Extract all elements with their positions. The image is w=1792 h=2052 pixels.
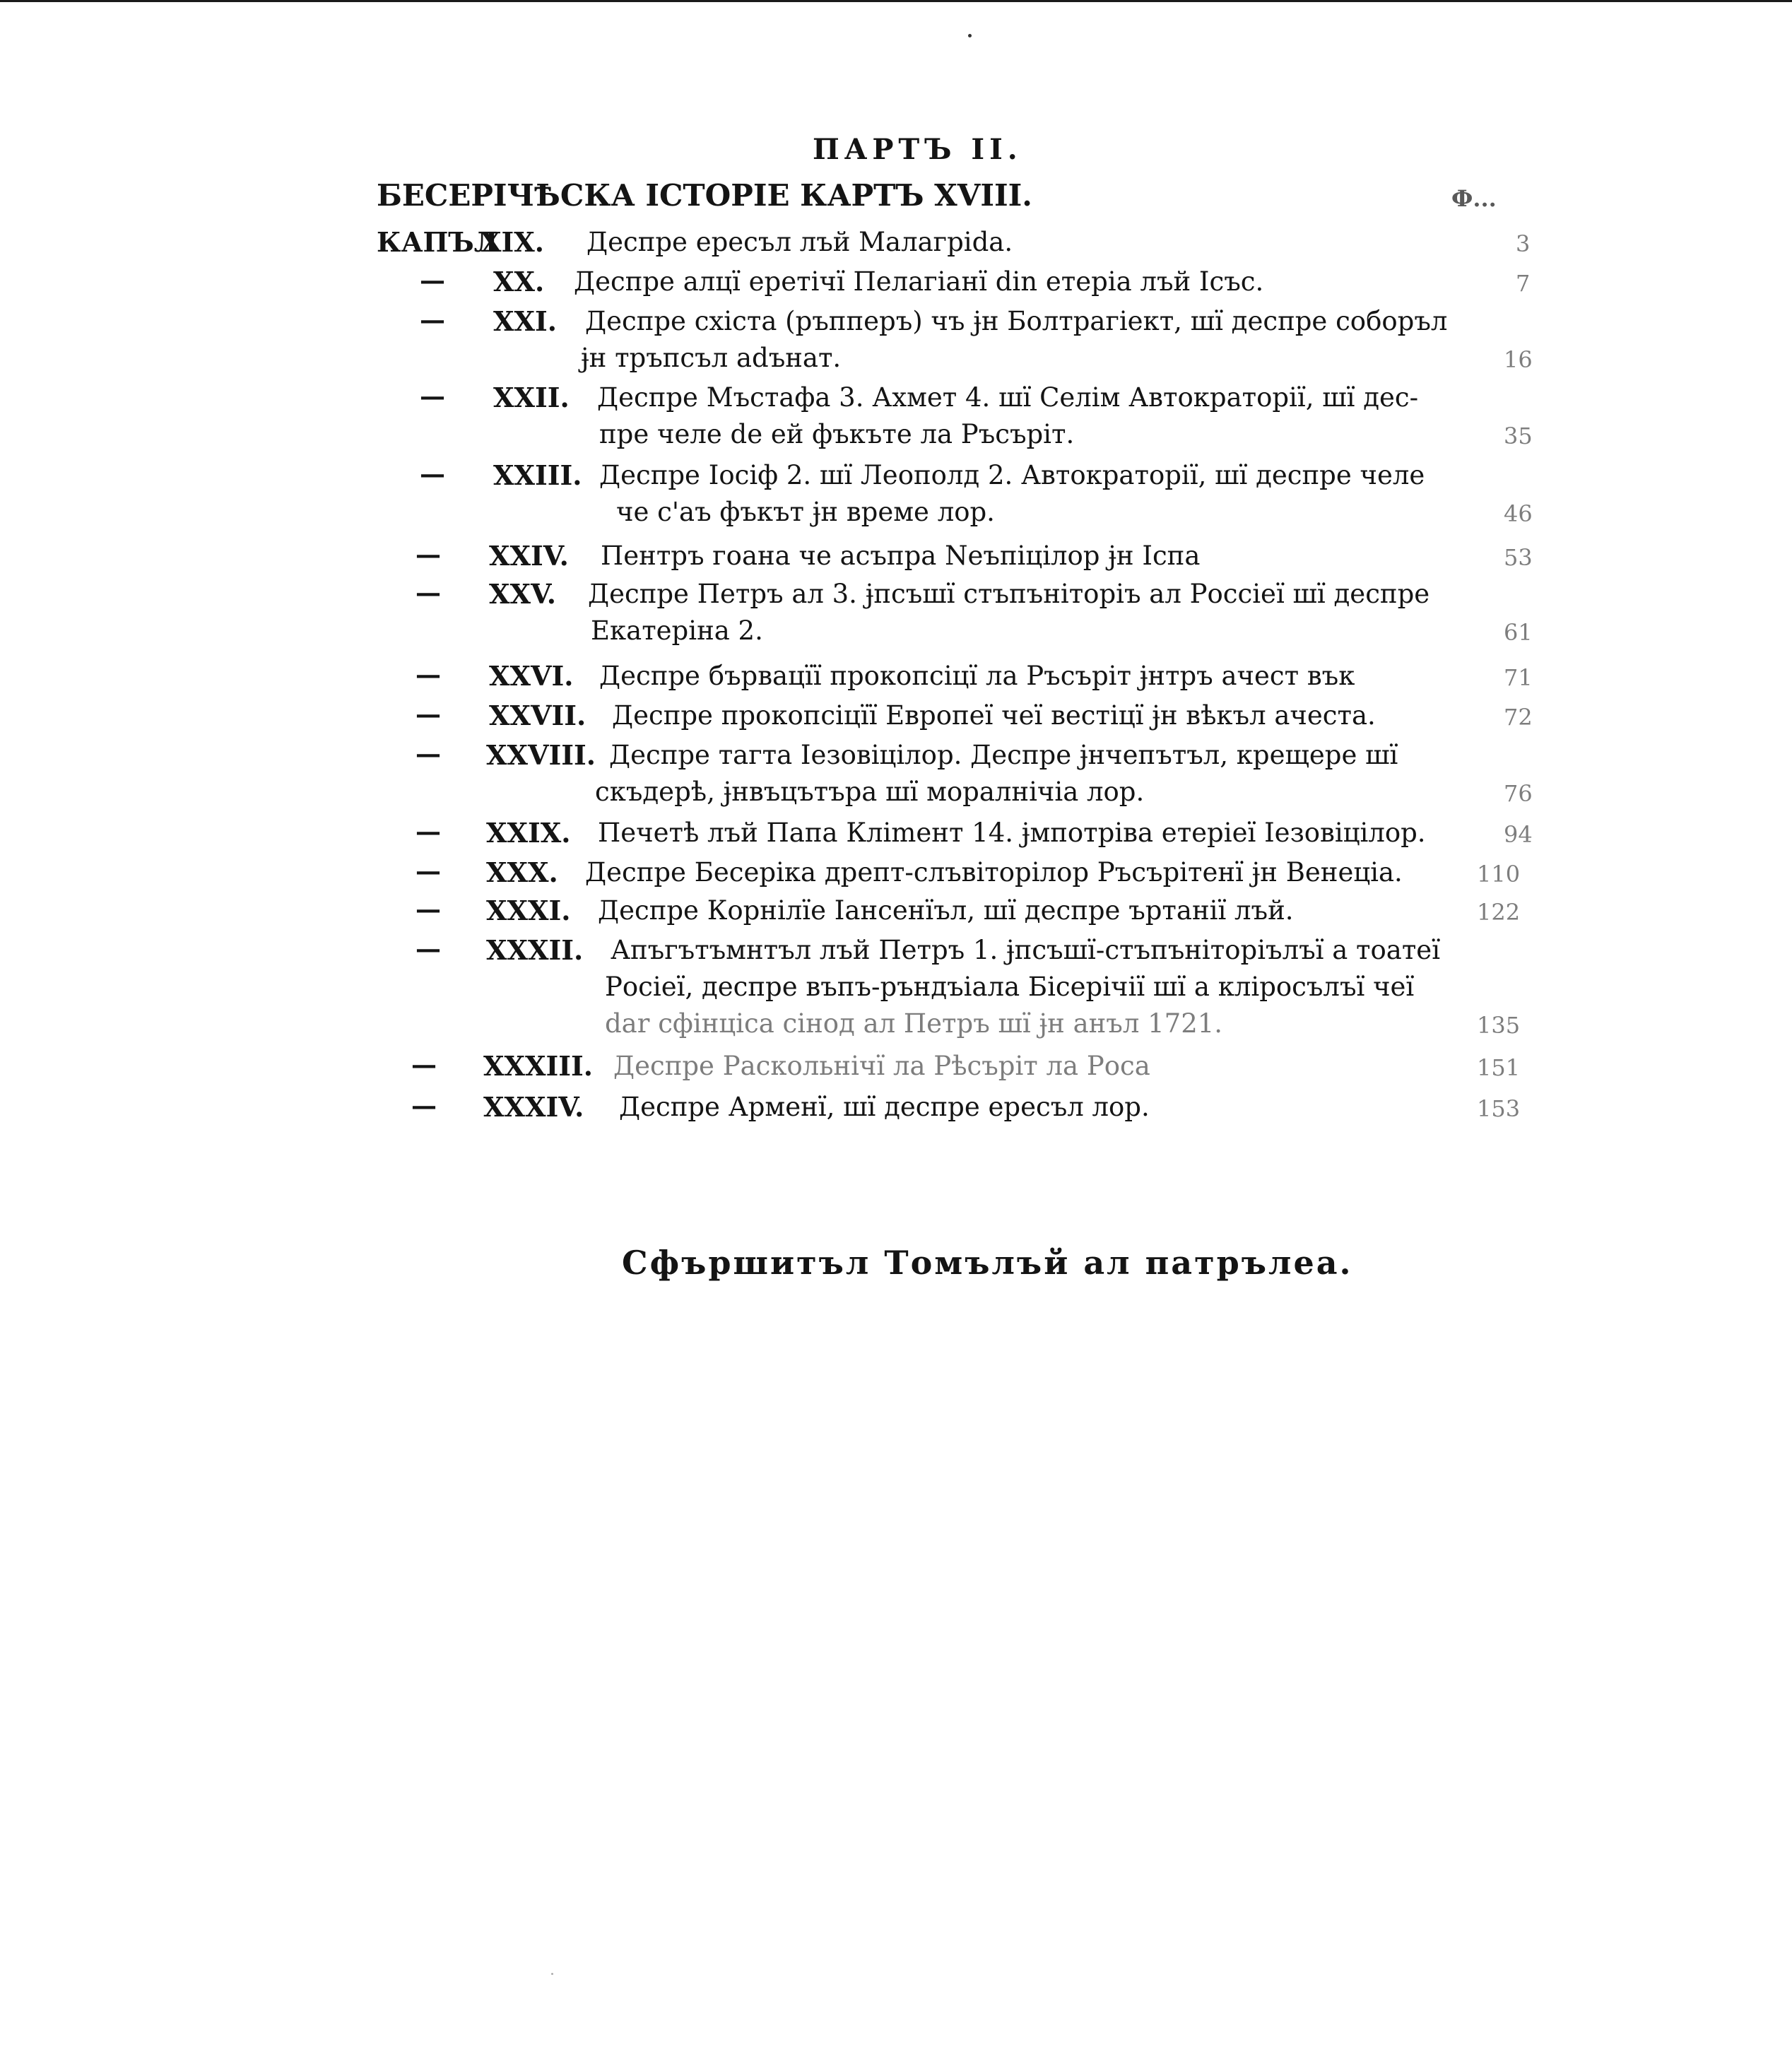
book-heading: БЕСЕРІЧѢСКА ІСТОРІЕ КАРТЪ XVIII. — [377, 178, 1032, 213]
chapter-prefix: КАПЪЛ — [377, 226, 498, 258]
chapter-number: XXII. — [493, 382, 570, 413]
entry-title-line: Деспре Бесеріка дрепт-слъвіторілор Ръсърітенї ɉн Венеціа. — [585, 857, 1403, 888]
chapter-number: XXX. — [486, 856, 558, 888]
page-number: 3 — [1516, 230, 1531, 257]
chapter-number: XX. — [493, 266, 545, 297]
entry-dash: — — [420, 266, 445, 295]
page-number: 94 — [1504, 821, 1533, 848]
chapter-number: XXXI. — [486, 895, 571, 926]
entry-title-line: Деспре Іосіф 2. шї Леополд 2. Автократорії, шї деспре челе — [599, 460, 1425, 490]
page-number: 122 — [1477, 899, 1521, 926]
entry-dash: — — [415, 739, 441, 769]
entry-title-line: Деспре Раскольнічї ла Рѣсъріт ла Роса — [613, 1051, 1150, 1081]
entry-dash: — — [415, 660, 441, 690]
chapter-number: XXIV. — [489, 540, 569, 572]
chapter-number: XIX. — [481, 226, 544, 258]
entry-title-line: Печетѣ лъй Папа Кліmент 14. ɉмпотріва етеріеї Іезовіцілор. — [598, 818, 1426, 848]
entry-dash: — — [415, 540, 441, 570]
entry-title-line: Деспре тагта Іезовіцілор. Деспре ɉнчепътъл, крещере шї — [609, 740, 1398, 770]
entry-dash: — — [420, 305, 445, 335]
volume-end-note: Сфършитъл Томълъй ал патрълеа. — [622, 1244, 1353, 1282]
chapter-number: XXVI. — [489, 660, 574, 692]
entry-dash: — — [420, 459, 445, 489]
entry-title-line: dar сфінціса сінод ал Петръ шї ɉн анъл 1721. — [605, 1008, 1223, 1039]
entry-title-line: Деспре алцї еретічї Пелагіанї din етеріа лъй Ісъс. — [574, 266, 1264, 297]
entry-title-line: Екатеріна 2. — [591, 615, 763, 646]
entry-title-line: Росіеї, деспре въпъ-ръндъіала Бісерічії шї а кліросълъї чеї — [605, 972, 1415, 1002]
entry-title-line: пре челе de ей фъкъте ла Ръсъріт. — [599, 419, 1075, 449]
entry-dash: — — [415, 856, 441, 886]
page-number: 71 — [1504, 664, 1533, 691]
chapter-number: XXVIII. — [486, 739, 596, 771]
entry-dash: — — [415, 934, 441, 964]
entry-dash: — — [415, 700, 441, 729]
entry-title-line: Деспре бървацїї прокопсіцї ла Ръсъріт ɉнтръ ачест вък — [599, 661, 1355, 691]
entry-dash: — — [411, 1050, 437, 1080]
page-number: 16 — [1504, 346, 1533, 373]
entry-title-line: Деспре Корнілїе Іансенїъл, шї деспре ъртанії лъй. — [598, 895, 1294, 926]
entry-title-line: Деспре схіста (ръпперъ) чъ ɉн Болтрагіект, шї деспре соборъл — [585, 306, 1448, 336]
page-number: 35 — [1504, 423, 1533, 449]
page-number: 46 — [1504, 500, 1533, 527]
entry-dash: — — [415, 817, 441, 847]
chapter-number: XXXIII. — [483, 1050, 594, 1082]
part-title: ПАРТЪ II. — [813, 133, 1022, 166]
page-number: 135 — [1477, 1012, 1521, 1039]
page-number: 153 — [1477, 1095, 1521, 1122]
chapter-number: XXI. — [493, 305, 557, 337]
page-number: 61 — [1504, 619, 1533, 646]
entry-title-line: че с'аъ фъкът ɉн време лор. — [616, 497, 995, 527]
page-number: 151 — [1477, 1054, 1521, 1081]
entry-dash: — — [415, 895, 441, 924]
entry-title-line: скъдерѣ, ɉнвъцътъра шї моралнічіа лор. — [595, 777, 1145, 807]
entry-title-line: Пентръ гоана че асъпра Nеъпіцілор ɉн Іспа — [601, 541, 1201, 571]
entry-title-line: Деспре Мъстафа 3. Ахмет 4. шї Селім Автократорії, шї дес- — [597, 382, 1419, 413]
page-number: 53 — [1504, 544, 1533, 571]
entry-title-line: Деспре прокопсіцїї Европеї чеї вестіцї ɉн вѣкъл ачеста. — [612, 700, 1376, 731]
page-column-label: Ф... — [1451, 185, 1497, 212]
entry-dash: — — [411, 1091, 437, 1121]
page-number: 72 — [1504, 704, 1533, 731]
chapter-number: XXXIV. — [483, 1091, 584, 1123]
page-number: 76 — [1504, 780, 1533, 807]
chapter-number: XXV. — [489, 578, 557, 610]
chapter-number: XXXII. — [486, 934, 584, 966]
page-number: 7 — [1516, 270, 1531, 297]
entry-dash: — — [415, 578, 441, 608]
entry-title-line: Деспре Петръ ал 3. ɉпсъшї стъпъніторіъ ал Россіеї шї деспре — [588, 579, 1430, 609]
chapter-number: XXIX. — [486, 817, 571, 849]
chapter-number: XXVII. — [489, 700, 586, 731]
entry-title-line: ɉн тръпсъл adънат. — [581, 343, 842, 373]
entry-title-line: Апъгътъмнтъл лъй Петръ 1. ɉпсъшї-стъпъніторіълъї а тоатеї — [611, 935, 1441, 965]
entry-dash: — — [420, 382, 445, 411]
entry-title-line: Деспре ересъл лъй Малагріda. — [586, 227, 1013, 257]
page-number: 110 — [1477, 861, 1521, 888]
entry-title-line: Деспре Арменї, шї деспре ересъл лор. — [619, 1092, 1150, 1122]
chapter-number: XXIII. — [493, 459, 582, 491]
